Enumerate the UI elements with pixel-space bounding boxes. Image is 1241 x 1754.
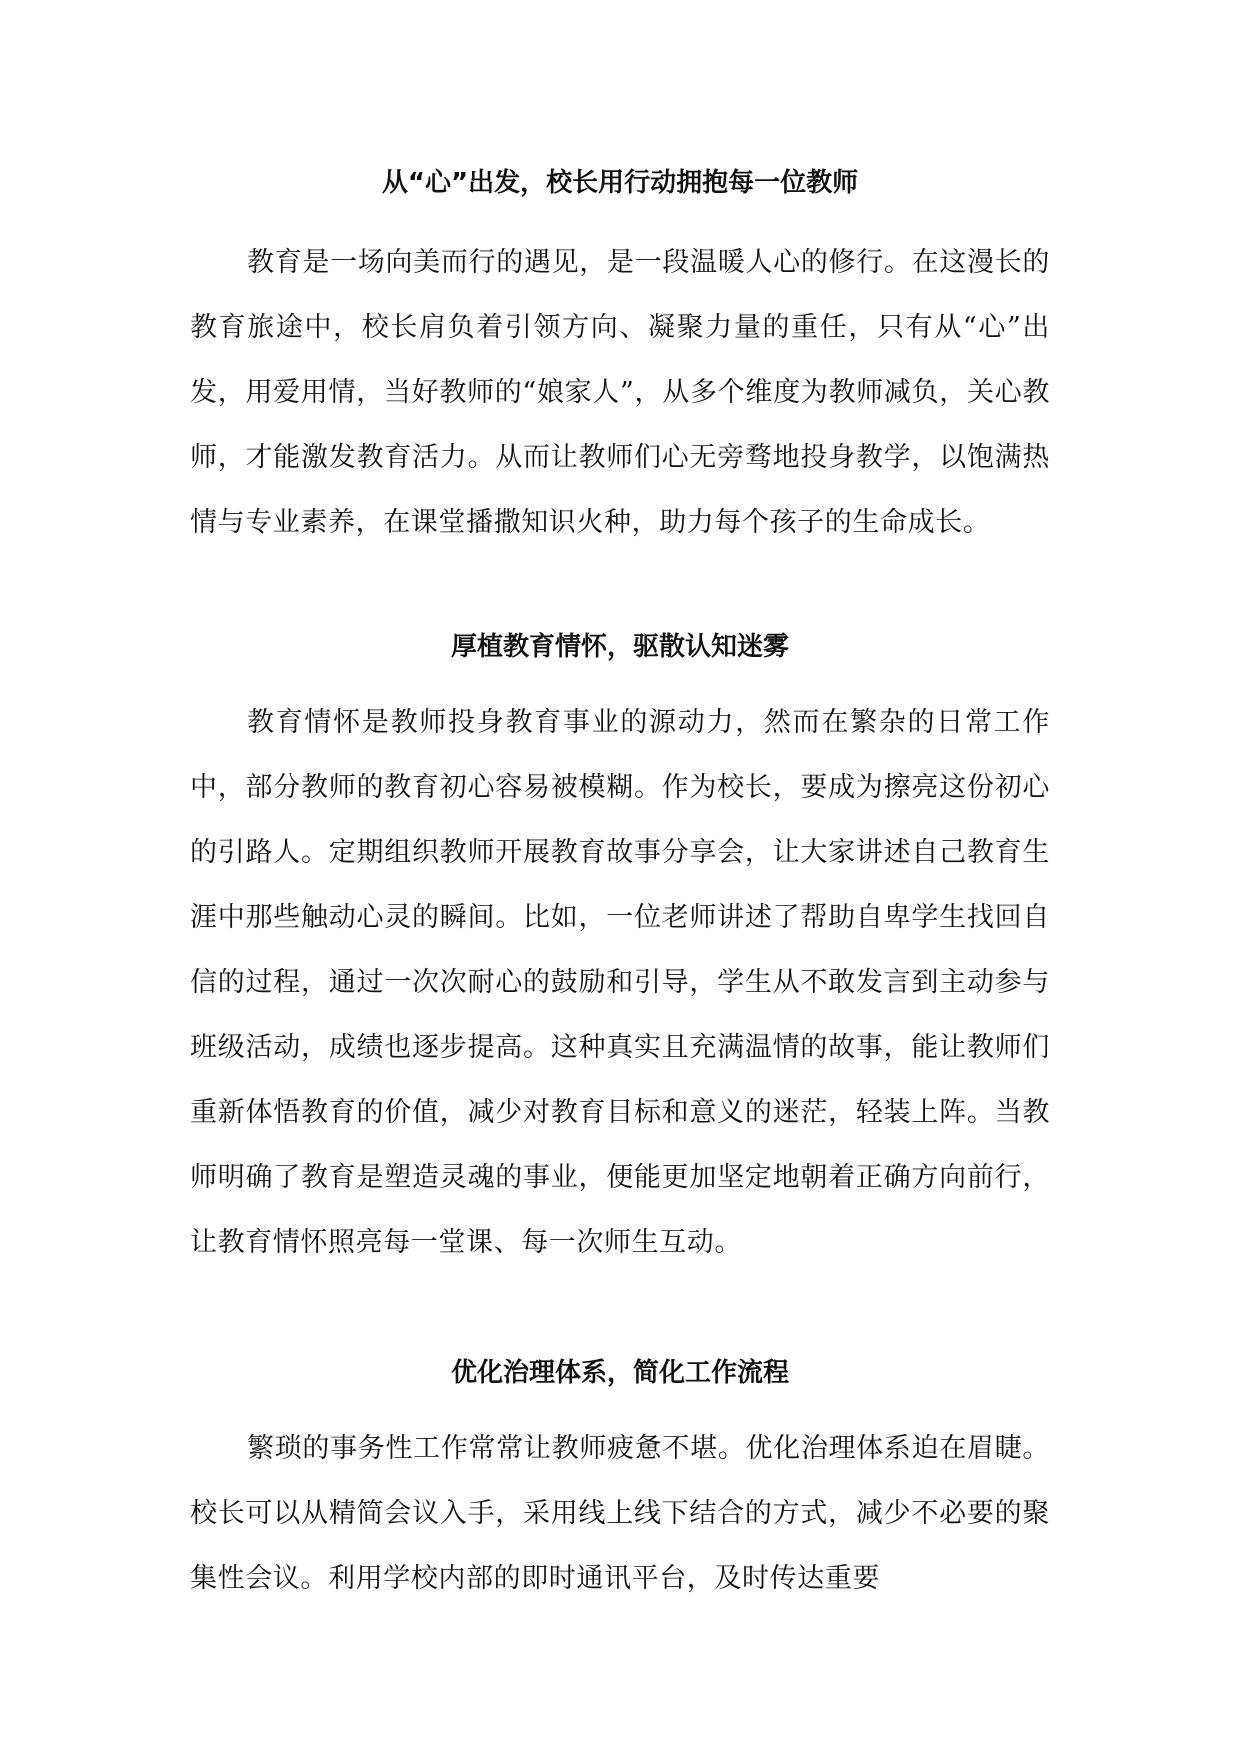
paragraph-education-feelings: 教育情怀是教师投身教育事业的源动力，然而在繁杂的日常工作中，部分教师的教育初心容易被模糊。作为校长，要成为擦亮这份初心的引路人。定期组织教师开展教育故事分享会，让大家讲述自己教育生涯中那些触动心灵的瞬间。比如，一位老师讲述了帮助自卑学生找回自信的过程，通过一次次耐心的鼓励和引导，学生从不敢发言到主动参与班级活动，成绩也逐步提高。这种真实且充满温情的故事，能让教师们重新体悟教育的价值，减少对教育目标和意义的迷茫，轻装上阵。当教师明确了教育是塑造灵魂的事业，便能更加坚定地朝着正确方向前行，让教育情怀照亮每一堂课、每一次师生互动。	[190, 707, 1050, 1258]
section-heading-governance: 优化治理体系，简化工作流程	[450, 1358, 789, 1388]
paragraph-governance: 繁琐的事务性工作常常让教师疲惫不堪。优化治理体系迫在眉睫。校长可以从精简会议入手，采用线上线下结合的方式，减少不必要的聚集性会议。利用学校内部的即时通讯平台，及时传达重要	[190, 1433, 1050, 1594]
document-title: 从“心”出发，校长用行动拥抱每一位教师	[381, 168, 859, 198]
paragraph-intro: 教育是一场向美而行的遇见，是一段温暖人心的修行。在这漫长的教育旅途中，校长肩负着引领方向、凝聚力量的重任，只有从“心”出发，用爱用情，当好教师的“娘家人”，从多个维度为教师减负，关心教师，才能激发教育活力。从而让教师们心无旁骛地投身教学，以饱满热情与专业素养，在课堂播撒知识火种，助力每个孩子的生命成长。	[190, 247, 1050, 538]
section-heading-education-feelings: 厚植教育情怀，驱散认知迷雾	[450, 632, 789, 662]
